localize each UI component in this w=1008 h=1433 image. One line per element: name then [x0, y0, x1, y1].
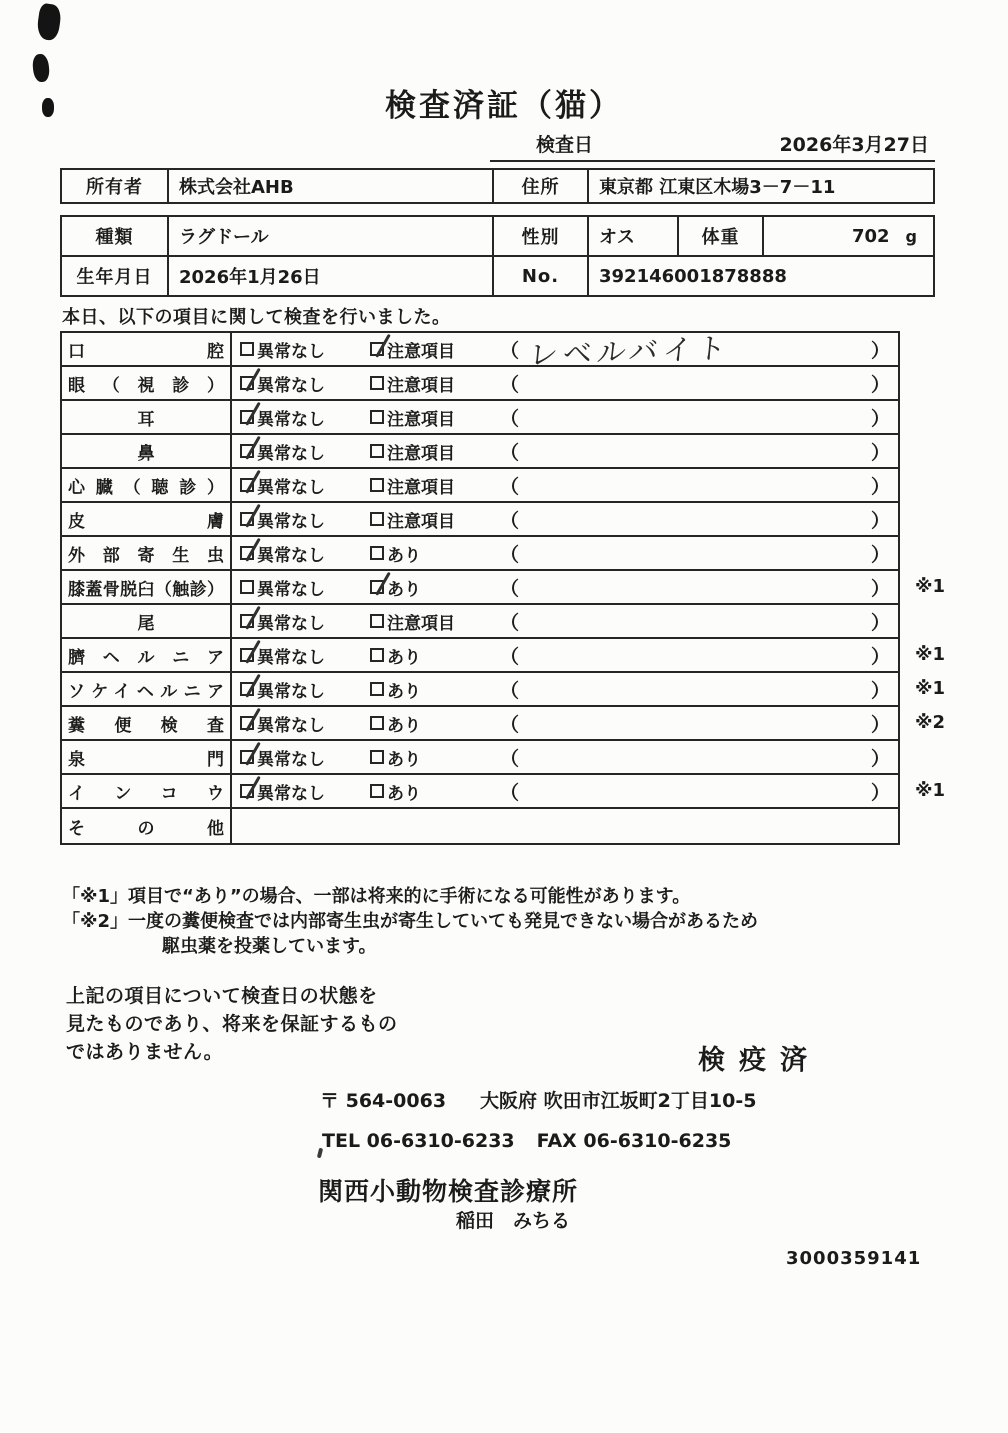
- paren-close: ）: [870, 713, 890, 736]
- exam-item-label: 膝蓋骨脱臼（触診）: [68, 579, 224, 600]
- exam-remarks-cell: [492, 741, 898, 773]
- reference-mark: ※2: [914, 712, 945, 733]
- exam-remarks-cell: [492, 537, 898, 569]
- paren-open: （: [500, 577, 520, 600]
- handwritten-note: [529, 613, 871, 625]
- exam-row: [62, 639, 945, 673]
- handwritten-note: [529, 511, 871, 523]
- exam-option-attention-label: 注意項目: [387, 409, 455, 430]
- postal-code: 〒 564-0063: [320, 1090, 447, 1112]
- paren-close: ）: [870, 475, 890, 498]
- paren-close: ）: [870, 611, 890, 634]
- exam-option-normal: [232, 571, 362, 603]
- intro-text: 本日、以下の項目に関して検査を行いました。: [62, 307, 451, 328]
- disclaimer-text: [66, 982, 398, 1066]
- paren-open: （: [500, 781, 520, 804]
- checkbox-icon: [370, 376, 384, 390]
- serial-number: 3000359141: [786, 1248, 922, 1269]
- exam-remarks-cell: [492, 673, 898, 705]
- exam-option-attention-label: 注意項目: [387, 341, 455, 362]
- weight-value: [762, 217, 933, 255]
- exam-option-normal: [232, 367, 362, 399]
- exam-option-attention: [362, 367, 492, 399]
- exam-option-normal-label: 異常なし: [257, 647, 325, 668]
- exam-remarks-cell: [492, 401, 898, 433]
- exam-option-attention-label: あり: [387, 579, 421, 600]
- exam-option-attention: [362, 333, 492, 365]
- disclaimer-line-3: ではありません。: [66, 1041, 224, 1063]
- exam-option-attention: [362, 809, 492, 843]
- checkbox-icon: [240, 648, 254, 662]
- reference-mark: ※1: [914, 576, 945, 597]
- checkbox-icon: [370, 478, 384, 492]
- exam-item-label: その他: [68, 818, 224, 839]
- exam-option-attention: [362, 435, 492, 467]
- exam-item-cell: [62, 809, 232, 843]
- exam-item-label: 皮膚: [68, 511, 224, 532]
- reference-mark: ※1: [914, 780, 945, 801]
- exam-option-attention-label: あり: [387, 715, 421, 736]
- exam-item-cell: [62, 333, 232, 365]
- handwritten-note: [529, 443, 871, 455]
- exam-option-normal: [232, 605, 362, 637]
- exam-remarks-cell: [492, 775, 898, 807]
- checkbox-icon: [370, 512, 384, 526]
- exam-item-cell: [62, 537, 232, 569]
- exam-option-normal-label: 異常なし: [257, 341, 325, 362]
- checkbox-icon: [240, 682, 254, 696]
- exam-row: [62, 673, 945, 707]
- checkbox-icon: [240, 750, 254, 764]
- exam-item-label: 口腔: [68, 341, 224, 362]
- paren-open: （: [500, 679, 520, 702]
- birth-label: 生年月日: [76, 267, 153, 288]
- paren-close: ）: [870, 781, 890, 804]
- paren-open: （: [500, 713, 520, 736]
- scan-artifact: [36, 3, 63, 42]
- handwritten-note: [529, 545, 871, 557]
- sex-value: オス: [587, 217, 677, 255]
- exam-option-attention-label: 注意項目: [387, 375, 455, 396]
- paren-close: ）: [870, 441, 890, 464]
- pet-row-1: [62, 217, 933, 257]
- sex-label: 性別: [492, 217, 587, 255]
- handwritten-note: [529, 681, 871, 693]
- exam-option-attention-label: 注意項目: [387, 613, 455, 634]
- exam-option-attention: [362, 605, 492, 637]
- exam-item-label: 尾: [137, 613, 155, 634]
- exam-item-label: インコウ: [68, 783, 224, 804]
- exam-option-normal-label: 異常なし: [257, 681, 325, 702]
- disclaimer-line-2: 見たものであり、将来を保証するもの: [66, 1013, 398, 1035]
- exam-row: [62, 741, 898, 775]
- exam-option-attention: [362, 469, 492, 501]
- pet-row-2: [62, 257, 933, 295]
- exam-item-label: 心臓（聴診）: [68, 477, 224, 498]
- exam-item-label: 鼻: [137, 443, 155, 464]
- checkbox-icon: [240, 478, 254, 492]
- exam-option-attention-label: 注意項目: [387, 443, 455, 464]
- fax-number: FAX 06-6310-6235: [536, 1130, 732, 1152]
- clinic-name: 関西小動物検査診療所: [318, 1177, 579, 1206]
- handwritten-note: [529, 783, 871, 795]
- exam-row: [62, 435, 898, 469]
- exam-row: [62, 707, 945, 741]
- paren-open: （: [500, 373, 520, 396]
- veterinarian-name: 稲田 みちる: [456, 1210, 571, 1232]
- page-title: 検査済証（猫）: [385, 88, 623, 124]
- exam-option-attention: [362, 503, 492, 535]
- weight-unit: g: [905, 226, 917, 246]
- exam-row: [62, 469, 898, 503]
- exam-option-normal-label: 異常なし: [257, 511, 325, 532]
- disclaimer-line-1: 上記の項目について検査日の状態を: [66, 985, 378, 1007]
- exam-option-normal: [232, 435, 362, 467]
- exam-remarks-cell: [492, 571, 898, 603]
- reference-mark: ※1: [914, 678, 945, 699]
- no-label: No.: [492, 257, 587, 295]
- exam-option-normal: [232, 707, 362, 739]
- inspection-date-value: 2026年3月27日: [779, 134, 929, 156]
- exam-item-cell: [62, 707, 232, 739]
- handwritten-note: [529, 375, 871, 387]
- paren-open: （: [500, 543, 520, 566]
- checkbox-icon: [370, 444, 384, 458]
- paren-close: ）: [870, 577, 890, 600]
- exam-row: [62, 401, 898, 435]
- checkbox-icon: [240, 342, 254, 356]
- exam-option-normal: [232, 537, 362, 569]
- exam-row: [62, 571, 945, 605]
- no-value: 392146001878888: [587, 257, 933, 295]
- paren-open: （: [500, 645, 520, 668]
- exam-item-cell: [62, 469, 232, 501]
- owner-label: 所有者: [86, 177, 143, 198]
- checkbox-icon: [240, 512, 254, 526]
- exam-option-normal: [232, 503, 362, 535]
- checkbox-icon: [370, 716, 384, 730]
- exam-remarks-cell: [492, 503, 898, 535]
- checkbox-icon: [240, 444, 254, 458]
- paren-open: （: [500, 509, 520, 532]
- checkbox-icon: [370, 648, 384, 662]
- exam-item-label: 泉門: [68, 749, 224, 770]
- paren-close: ）: [870, 407, 890, 430]
- clinic-address-line: [320, 1086, 756, 1113]
- scan-artifact: [32, 53, 51, 83]
- exam-option-attention: [362, 707, 492, 739]
- exam-option-normal-label: 異常なし: [257, 579, 325, 600]
- exam-option-attention: [362, 775, 492, 807]
- exam-option-attention-label: 注意項目: [387, 477, 455, 498]
- exam-remarks-cell: [492, 435, 898, 467]
- clinic-phone-line: [322, 1130, 731, 1152]
- checkbox-icon: [240, 784, 254, 798]
- paren-close: ）: [870, 747, 890, 770]
- handwritten-note: [529, 715, 871, 727]
- checkbox-icon: [370, 750, 384, 764]
- owner-address: 東京都 江東区木場3－7－11: [587, 170, 937, 202]
- handwritten-note: [529, 647, 871, 659]
- exam-item-label: 眼（視診）: [68, 375, 224, 396]
- address-label: 住所: [492, 170, 587, 202]
- exam-option-normal: [232, 775, 362, 807]
- paren-open: （: [500, 441, 520, 464]
- paren-close: ）: [870, 509, 890, 532]
- footnote-2-continued: 駆虫薬を投薬しています。: [162, 936, 377, 957]
- exam-item-cell: [62, 401, 232, 433]
- exam-item-cell: [62, 741, 232, 773]
- exam-row: [62, 775, 945, 809]
- paren-open: （: [500, 747, 520, 770]
- exam-row: [62, 537, 898, 571]
- checkbox-icon: [240, 376, 254, 390]
- exam-option-attention: [362, 571, 492, 603]
- handwritten-note: [529, 749, 871, 761]
- exam-remarks-cell: [492, 367, 898, 399]
- exam-item-cell: [62, 367, 232, 399]
- exam-item-label: 糞便検査: [68, 715, 224, 736]
- paren-open: （: [500, 339, 520, 362]
- checkbox-icon: [240, 546, 254, 560]
- checkbox-icon: [370, 682, 384, 696]
- exam-option-normal-label: 異常なし: [257, 715, 325, 736]
- reference-mark: ※1: [914, 644, 945, 665]
- exam-item-cell: [62, 571, 232, 603]
- exam-item-label: 耳: [137, 409, 155, 430]
- exam-option-normal: [232, 639, 362, 671]
- weight-label: 体重: [677, 217, 762, 255]
- quarantine-stamp: 検疫済: [698, 1045, 821, 1076]
- exam-item-label: 外部寄生虫: [68, 545, 224, 566]
- exam-option-normal: [232, 333, 362, 365]
- exam-item-label: 臍ヘルニア: [68, 647, 224, 668]
- exam-item-cell: [62, 673, 232, 705]
- checkbox-icon: [240, 614, 254, 628]
- checkbox-icon: [240, 580, 254, 594]
- inspection-date-row: [490, 132, 935, 162]
- exam-option-attention: [362, 537, 492, 569]
- exam-option-attention-label: あり: [387, 681, 421, 702]
- inspection-date-label: 検査日: [536, 134, 594, 156]
- exam-remarks-cell: [492, 469, 898, 501]
- exam-remarks-cell: [492, 605, 898, 637]
- exam-remarks-cell: [492, 707, 898, 739]
- checkbox-icon: [240, 716, 254, 730]
- exam-option-attention: [362, 741, 492, 773]
- exam-option-normal-label: 異常なし: [257, 613, 325, 634]
- exam-row: [62, 809, 898, 843]
- exam-option-normal: [232, 741, 362, 773]
- paren-close: ）: [870, 679, 890, 702]
- breed-label: 種類: [95, 227, 134, 248]
- handwritten-note: レベルバイト: [527, 330, 733, 372]
- owner-table: [60, 168, 935, 204]
- exam-row: [62, 503, 898, 537]
- exam-item-cell: [62, 435, 232, 467]
- exam-option-normal-label: 異常なし: [257, 375, 325, 396]
- exam-option-normal: [232, 673, 362, 705]
- exam-option-normal-label: 異常なし: [257, 443, 325, 464]
- exam-option-attention-label: 注意項目: [387, 511, 455, 532]
- exam-item-cell: [62, 639, 232, 671]
- exam-option-attention: [362, 673, 492, 705]
- exam-table: [60, 330, 945, 845]
- checkbox-icon: [240, 410, 254, 424]
- exam-option-normal: [232, 469, 362, 501]
- paren-close: ）: [870, 339, 890, 362]
- breed-value: ラグドール: [167, 217, 492, 255]
- exam-option-attention-label: あり: [387, 545, 421, 566]
- footnote-1: 「※1」項目で“あり”の場合、一部は将来的に手術になる可能性があります。: [62, 886, 691, 907]
- exam-row: [62, 605, 898, 639]
- handwritten-note: [529, 477, 871, 489]
- handwritten-note: [529, 579, 871, 591]
- exam-option-normal-label: 異常なし: [257, 409, 325, 430]
- exam-option-attention: [362, 639, 492, 671]
- paren-close: ）: [870, 543, 890, 566]
- checkbox-icon: [370, 784, 384, 798]
- footnotes: [62, 884, 758, 959]
- pet-table: [60, 215, 935, 297]
- footnote-2: 「※2」一度の糞便検査では内部寄生虫が寄生していても発見できない場合があるため: [62, 911, 759, 932]
- birth-value: 2026年1月26日: [167, 257, 492, 295]
- exam-item-label: ソケイヘルニア: [68, 681, 224, 702]
- paren-open: （: [500, 407, 520, 430]
- paren-close: ）: [870, 645, 890, 668]
- tel-number: TEL 06-6310-6233: [322, 1130, 515, 1152]
- exam-option-attention: [362, 401, 492, 433]
- owner-name: 株式会社AHB: [167, 170, 492, 202]
- exam-option-normal-label: 異常なし: [257, 477, 325, 498]
- checkbox-icon: [370, 546, 384, 560]
- exam-option-normal-label: 異常なし: [257, 749, 325, 770]
- checkbox-icon: [370, 342, 384, 356]
- exam-row: [62, 330, 898, 372]
- paren-open: （: [500, 611, 520, 634]
- exam-remarks-cell: [492, 330, 898, 372]
- checkbox-icon: [370, 580, 384, 594]
- exam-item-cell: [62, 775, 232, 807]
- checkbox-icon: [370, 614, 384, 628]
- exam-option-normal: [232, 401, 362, 433]
- weight-number: 702: [851, 225, 890, 247]
- exam-option-normal-label: 異常なし: [257, 545, 325, 566]
- checkbox-icon: [370, 410, 384, 424]
- exam-option-attention-label: あり: [387, 647, 421, 668]
- exam-item-cell: [62, 605, 232, 637]
- paren-open: （: [500, 475, 520, 498]
- exam-row: [62, 367, 898, 401]
- exam-option-attention-label: あり: [387, 783, 421, 804]
- exam-remarks-cell: [492, 639, 898, 671]
- exam-option-normal-label: 異常なし: [257, 783, 325, 804]
- clinic-address: 大阪府 吹田市江坂町2丁目10-5: [480, 1090, 757, 1112]
- exam-option-attention-label: あり: [387, 749, 421, 770]
- handwritten-note: [529, 409, 871, 421]
- paren-close: ）: [870, 373, 890, 396]
- exam-option-normal: [232, 809, 362, 843]
- exam-item-cell: [62, 503, 232, 535]
